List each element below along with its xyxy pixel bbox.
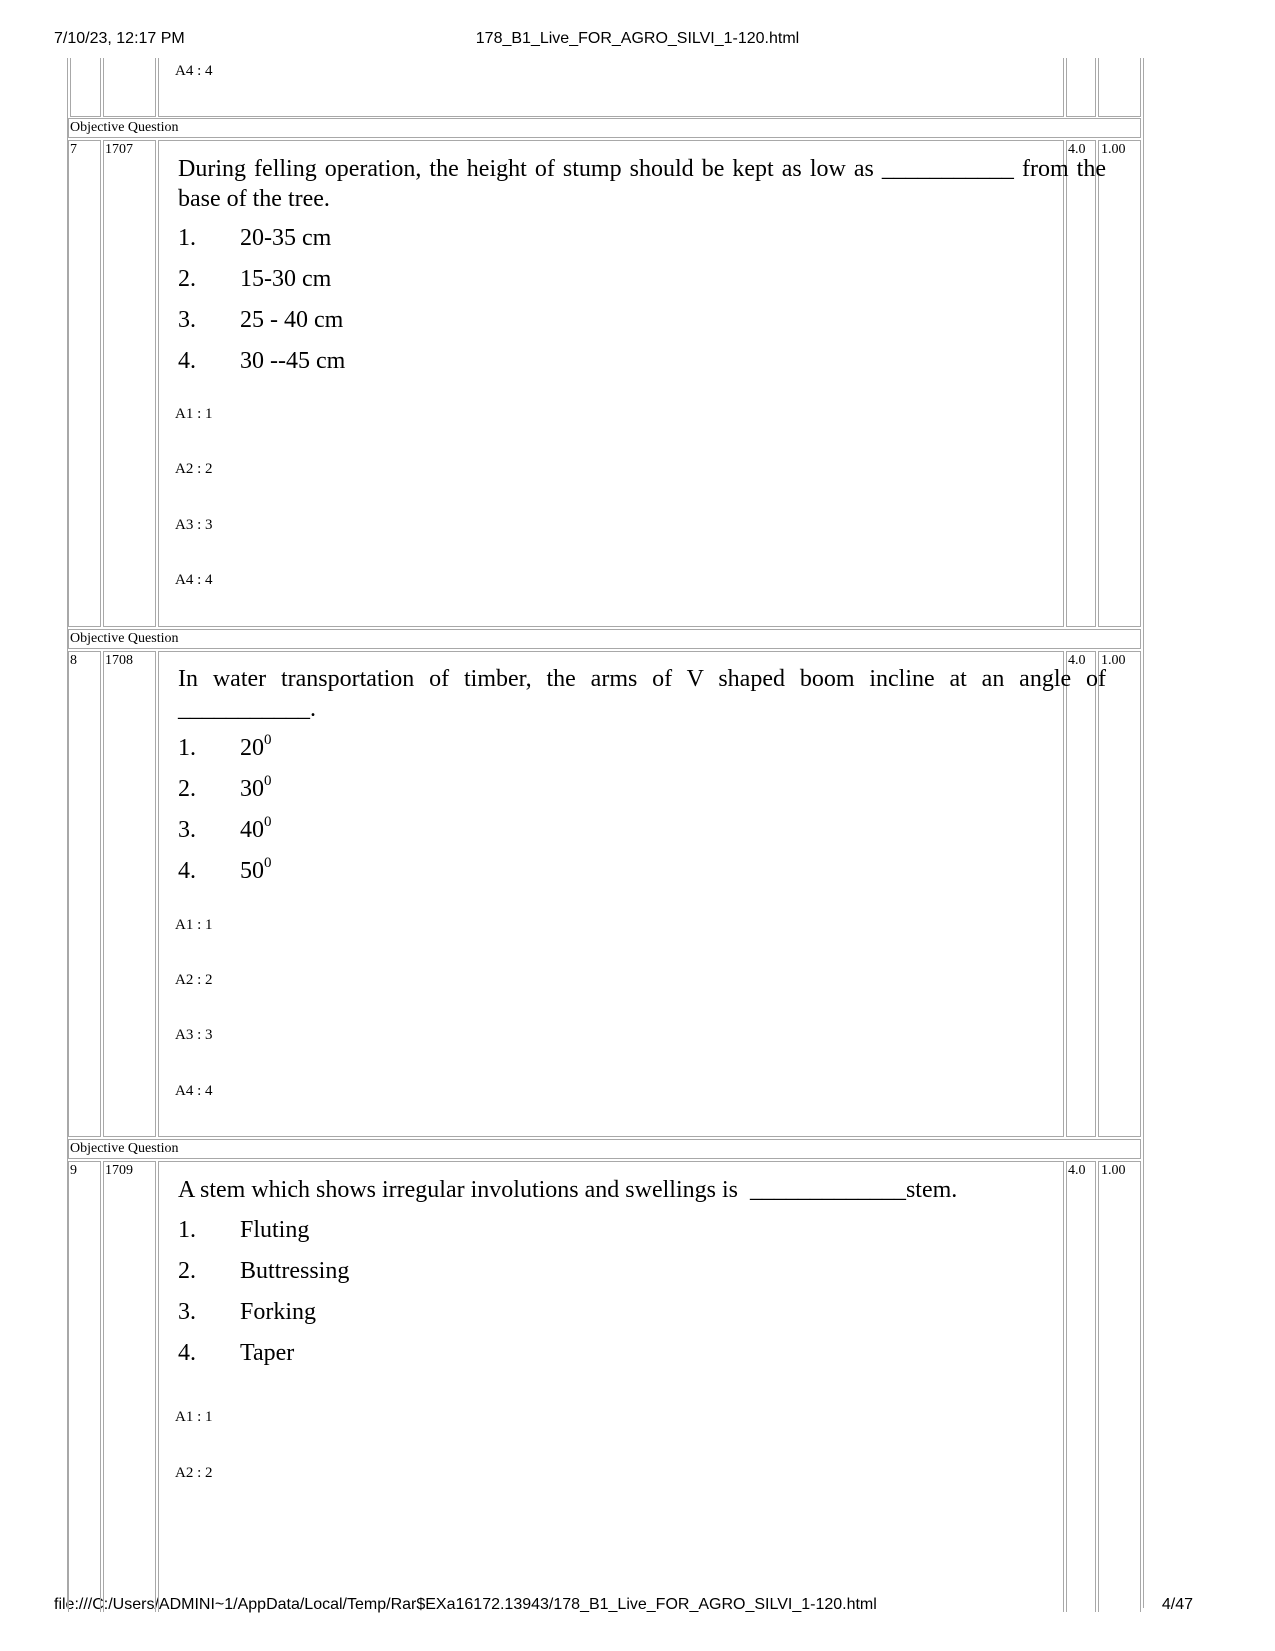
question-marks: 4.0 — [1068, 142, 1086, 157]
question-text: A stem which shows irregular involutions and swellings is _____________stem. — [178, 1177, 958, 1203]
answer-line: A1 : 1 — [175, 406, 213, 422]
answer-line: A4 : 4 — [175, 63, 213, 79]
option-item: 2. 15-30 cm — [178, 266, 332, 292]
answer-line: A3 : 3 — [175, 517, 213, 533]
answer-line: A1 : 1 — [175, 1409, 213, 1425]
print-doc-title: 178_B1_Live_FOR_AGRO_SILVI_1-120.html — [475, 30, 800, 47]
answer-line: A4 : 4 — [175, 572, 213, 588]
option-item: 1. 20-35 cm — [178, 225, 332, 251]
option-item: 1. $20^0$ — [178, 732, 272, 761]
print-file-path: file:///C:/Users/ADMINI~1/AppData/Local/Temp/Rar$EXa16172.13943/178_B1_Live_FOR_AGRO_SILVI_1-120.html — [54, 1596, 877, 1613]
question-id: 1709 — [105, 1163, 133, 1178]
question-marks: 4.0 — [1068, 1163, 1086, 1178]
option-item: 4. Taper — [178, 1340, 295, 1366]
print-page-number: 4/47 — [1161, 1596, 1193, 1613]
option-item: 3. $40^0$ — [178, 814, 272, 843]
question-serial: 8 — [70, 653, 77, 668]
answer-line: A2 : 2 — [175, 972, 213, 988]
answer-line: A2 : 2 — [175, 1465, 213, 1481]
answer-line: A4 : 4 — [175, 1083, 213, 1099]
question-id: 1707 — [105, 142, 133, 157]
question-text: In water transportation of timber, the arms of V shaped boom incline at an angle of ___________. — [178, 666, 1106, 722]
question-id: 1708 — [105, 653, 133, 668]
question-text: During felling operation, the height of stump should be kept as low as ___________ from the base of the tree. — [178, 156, 1106, 212]
question-negative-marks: 1.00 — [1101, 653, 1126, 668]
option-item: 1. Fluting — [178, 1217, 310, 1243]
question-serial: 9 — [70, 1163, 77, 1178]
print-datetime: 7/10/23, 12:17 PM — [54, 30, 185, 47]
question-serial: 7 — [70, 142, 77, 157]
option-item: 2. $30^0$ — [178, 773, 272, 802]
question-negative-marks: 1.00 — [1101, 142, 1126, 157]
question-type-label: Objective Question — [70, 1141, 179, 1156]
question-type-label: Objective Question — [70, 631, 179, 646]
answer-line: A3 : 3 — [175, 1027, 213, 1043]
question-marks: 4.0 — [1068, 653, 1086, 668]
option-item: 4. 30 --45 cm — [178, 348, 346, 374]
option-item: 4. $50^0$ — [178, 855, 272, 884]
answer-line: A1 : 1 — [175, 917, 213, 933]
option-item: 3. 25 - 40 cm — [178, 307, 344, 333]
question-type-label: Objective Question — [70, 120, 179, 135]
option-item: 3. Forking — [178, 1299, 317, 1325]
question-negative-marks: 1.00 — [1101, 1163, 1126, 1178]
answer-line: A2 : 2 — [175, 461, 213, 477]
option-item: 2. Buttressing — [178, 1258, 350, 1284]
